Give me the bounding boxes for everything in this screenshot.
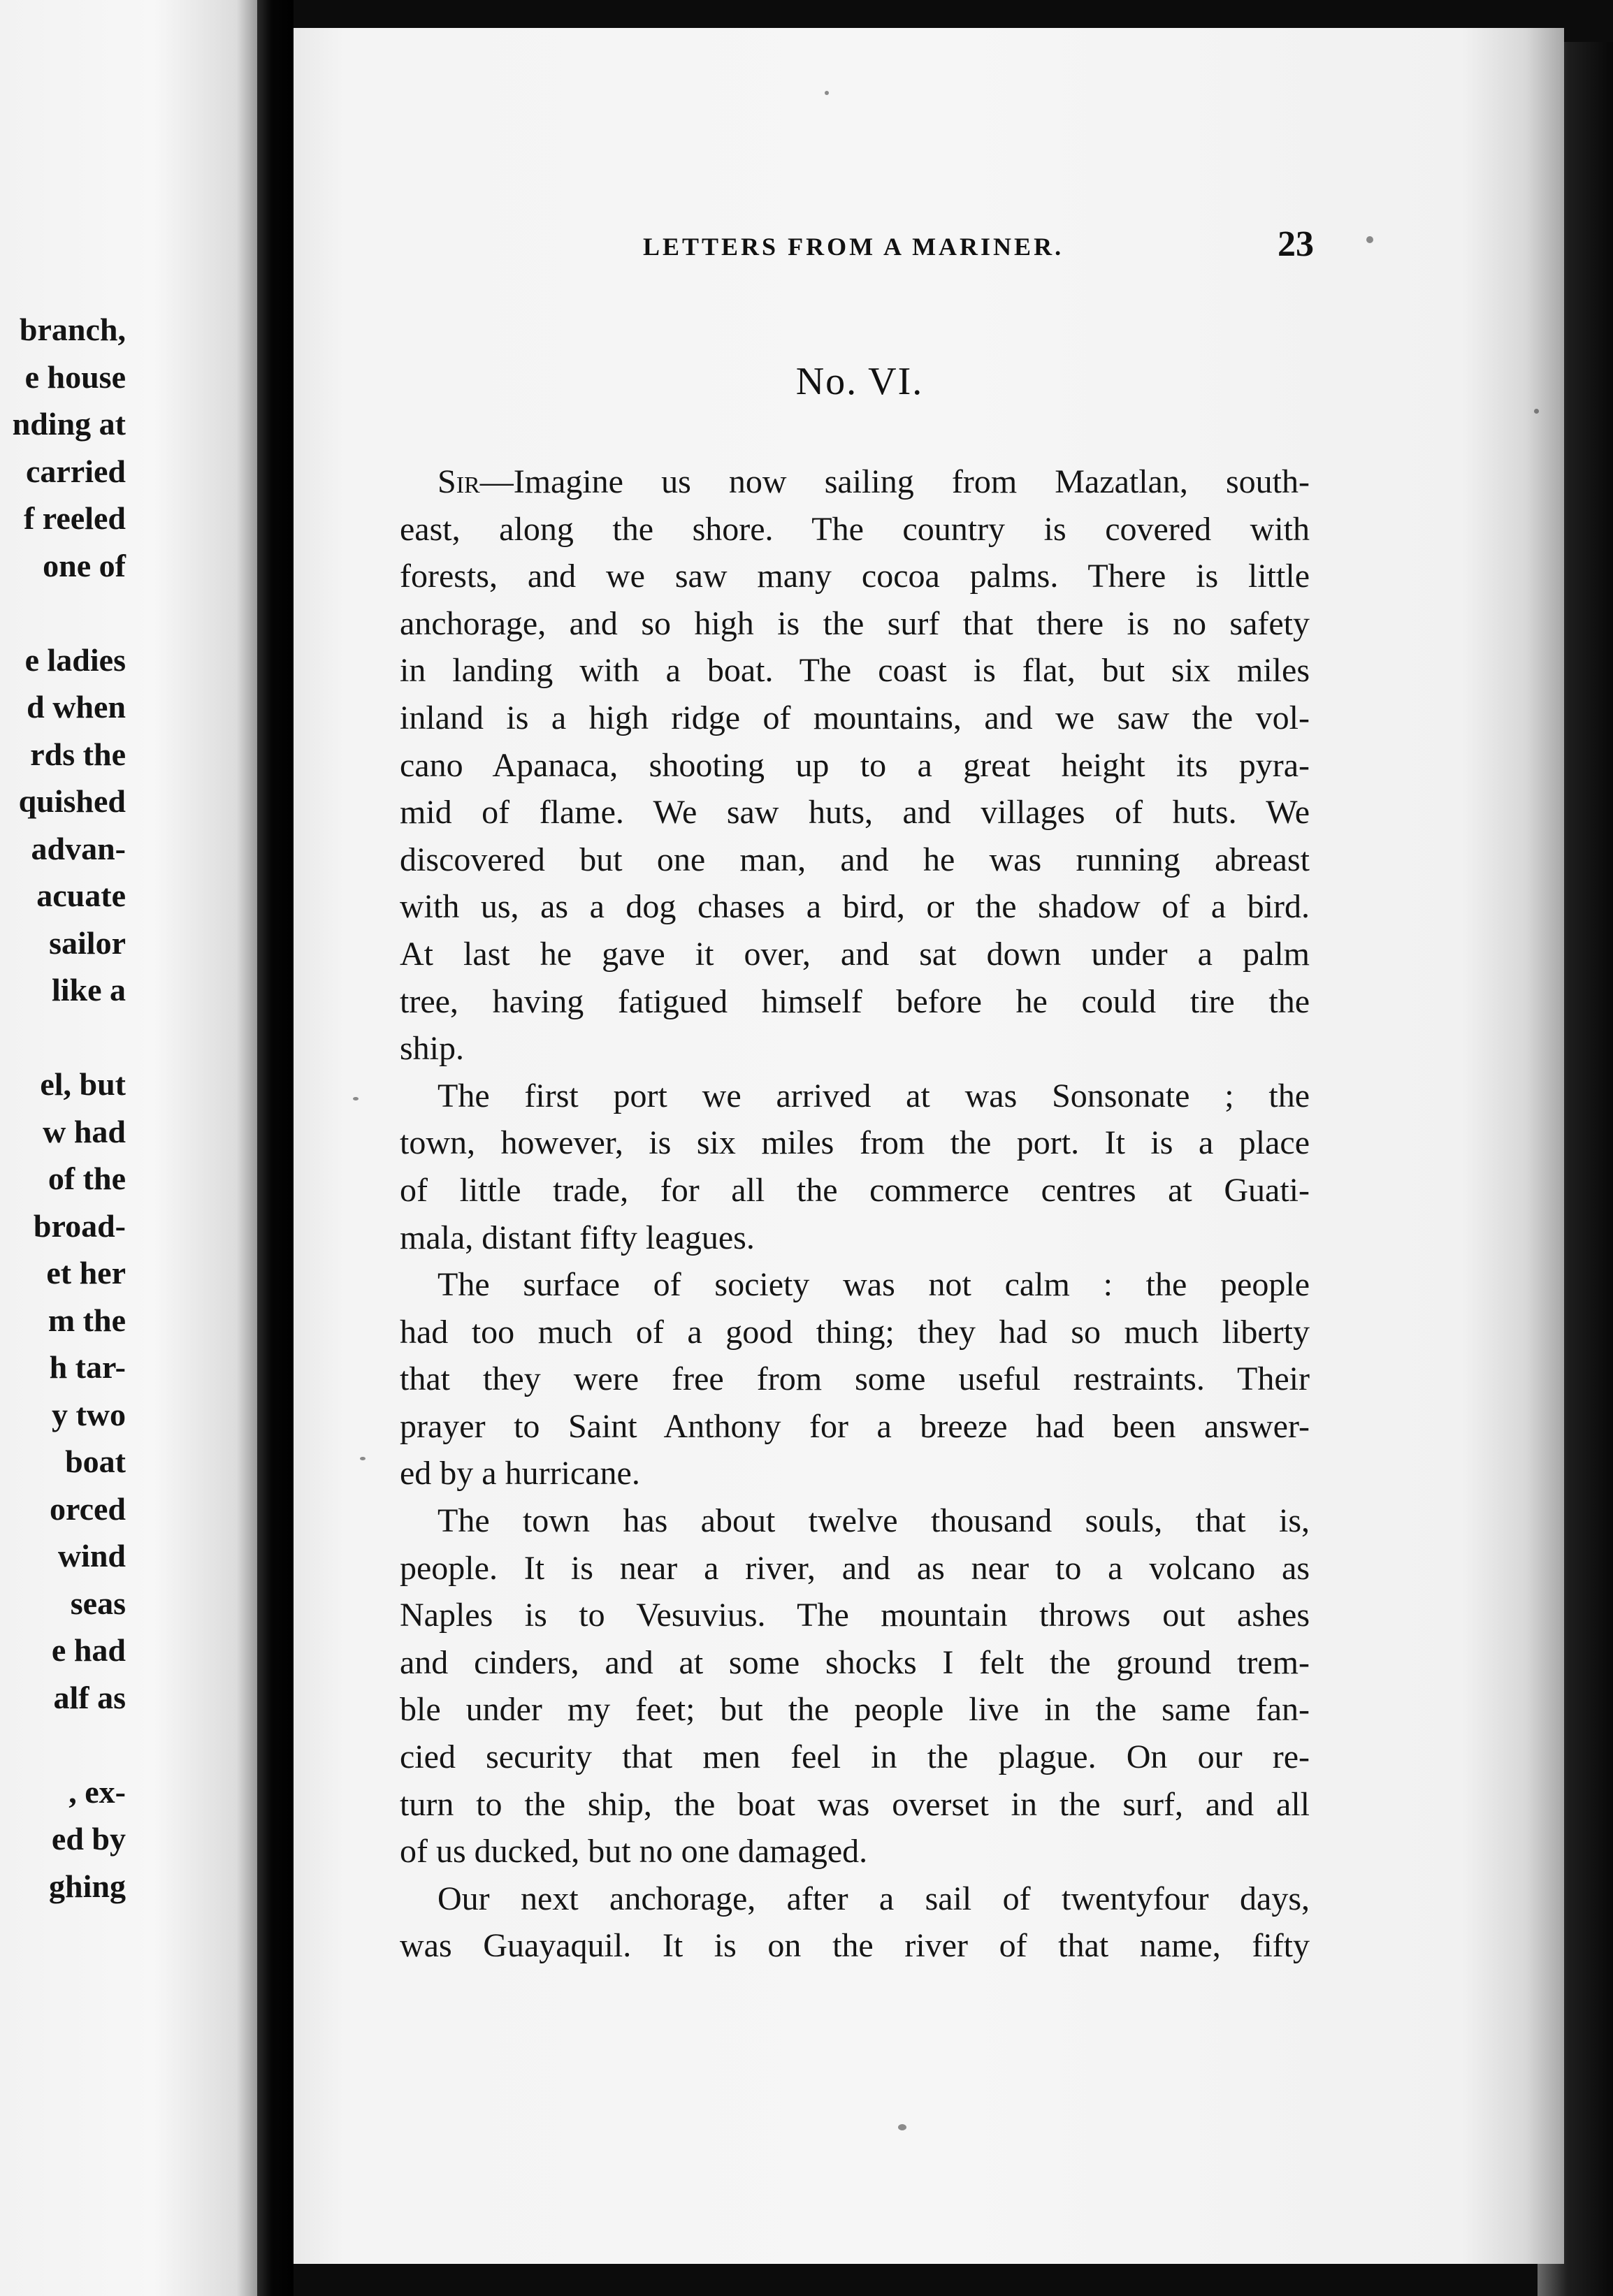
scan-speck xyxy=(825,91,829,95)
text-line: of little trade, for all the commerce centres at Guati- xyxy=(400,1171,1310,1209)
facing-line: w had xyxy=(43,1113,126,1149)
scan-speck xyxy=(353,1097,359,1100)
facing-line: one of xyxy=(43,547,126,583)
facing-line: broad- xyxy=(33,1207,126,1244)
running-title: LETTERS FROM A MARINER. xyxy=(643,233,1064,261)
facing-line: el, but xyxy=(40,1066,126,1102)
facing-line: h tar- xyxy=(49,1349,126,1385)
facing-line: of the xyxy=(48,1161,126,1196)
facing-line: wind xyxy=(57,1538,126,1574)
text-line: cano Apanaca, shooting up to a great height its pyra- xyxy=(400,746,1310,784)
text-line: of us ducked, but no one damaged. xyxy=(400,1833,868,1870)
letter-body xyxy=(400,458,1310,1970)
page-number: 23 xyxy=(1278,224,1314,264)
text-line: ed by a hurricane. xyxy=(400,1455,640,1492)
facing-line: orced xyxy=(49,1490,126,1527)
text-line: ship. xyxy=(400,1030,465,1068)
facing-line: , ex- xyxy=(68,1773,126,1810)
text-line xyxy=(400,458,1310,506)
facing-line: advan- xyxy=(31,830,126,866)
letter-heading: No. VI. xyxy=(795,360,924,403)
facing-paragraph-gap xyxy=(0,1014,126,1061)
facing-line: boat xyxy=(65,1444,126,1479)
text-line: The first port we arrived at was Sonsonate ; the xyxy=(437,1077,1310,1114)
facing-line: rds the xyxy=(30,736,126,772)
text-line: At last he gave it over, and sat down under a palm xyxy=(400,935,1310,973)
facing-line: e ladies xyxy=(24,641,126,678)
facing-line: nding at xyxy=(12,406,126,442)
facing-line: et her xyxy=(46,1255,126,1291)
facing-line: ed by xyxy=(51,1821,126,1857)
text-line: prayer to Saint Anthony for a breeze had been answer- xyxy=(400,1407,1310,1445)
text-line: town, however, is six miles from the port. It is a place xyxy=(400,1124,1310,1162)
facing-line: f reeled xyxy=(23,500,126,536)
facing-line: carried xyxy=(25,453,126,489)
facing-line: like a xyxy=(51,972,126,1008)
scan-speck xyxy=(1534,409,1539,414)
text-line: ble under my feet; but the people live in the same fan- xyxy=(400,1691,1310,1729)
text-line: was Guayaquil. It is on the river of that name, fifty xyxy=(400,1927,1310,1965)
text-line: mid of flame. We saw huts, and villages of huts. We xyxy=(400,794,1310,831)
text-line: discovered but one man, and he was running abreast xyxy=(400,841,1310,878)
text-line: east, along the shore. The country is covered with xyxy=(400,510,1310,548)
facing-paragraph-gap xyxy=(0,589,126,637)
facing-page-text xyxy=(0,306,126,1910)
facing-line: branch, xyxy=(19,312,126,347)
facing-line: e house xyxy=(24,358,126,395)
text-line: turn to the ship, the boat was overset in the surf, and all xyxy=(400,1785,1310,1823)
book-gutter xyxy=(257,0,294,2296)
facing-paragraph-gap xyxy=(0,1721,126,1768)
text-line: The surface of society was not calm : the people xyxy=(437,1266,1310,1304)
facing-page xyxy=(0,0,257,2296)
text-line: had too much of a good thing; they had so much liberty xyxy=(400,1313,1310,1351)
scan-speck xyxy=(898,2124,906,2130)
text-line: people. It is near a river, and as near to a volcano as xyxy=(400,1549,1310,1587)
text-line: in landing with a boat. The coast is flat, but six miles xyxy=(400,652,1310,690)
running-header xyxy=(643,222,1314,278)
text-line: Naples is to Vesuvius. The mountain throws out ashes xyxy=(400,1597,1310,1634)
text-line: and cinders, and at some shocks I felt the ground trem- xyxy=(400,1643,1310,1681)
text-line: tree, having fatigued himself before he could tire the xyxy=(400,982,1310,1020)
scan-speck xyxy=(1366,236,1373,243)
text-line: Our next anchorage, after a sail of twentyfour days, xyxy=(437,1880,1310,1917)
facing-line: ghing xyxy=(49,1868,126,1904)
text-line: The town has about twelve thousand souls, that is, xyxy=(437,1502,1310,1540)
text-line: cied security that men feel in the plague. On our re- xyxy=(400,1738,1310,1776)
text-line: anchorage, and so high is the surf that there is no safety xyxy=(400,604,1310,642)
facing-line: alf as xyxy=(53,1679,126,1715)
text-line: with us, as a dog chases a bird, or the shadow of a bird. xyxy=(400,888,1310,926)
facing-line: acuate xyxy=(36,878,126,913)
facing-line: e had xyxy=(51,1632,126,1668)
facing-line: y two xyxy=(51,1396,126,1432)
text-line: forests, and we saw many cocoa palms. There is little xyxy=(400,558,1310,595)
facing-line: d when xyxy=(27,689,126,725)
facing-line: quished xyxy=(18,783,126,819)
scan-speck xyxy=(360,1457,366,1460)
facing-line: seas xyxy=(70,1585,126,1621)
facing-line: sailor xyxy=(49,924,126,961)
text-line: inland is a high ridge of mountains, and we saw the vol- xyxy=(400,699,1310,736)
salutation: Sir xyxy=(437,463,480,500)
facing-line: m the xyxy=(48,1302,126,1338)
text-line-rest: —Imagine us now sailing from Mazatlan, south- xyxy=(479,463,1310,500)
text-line: that they were free from some useful restraints. Their xyxy=(400,1360,1310,1398)
text-line: mala, distant fifty leagues. xyxy=(400,1219,755,1256)
